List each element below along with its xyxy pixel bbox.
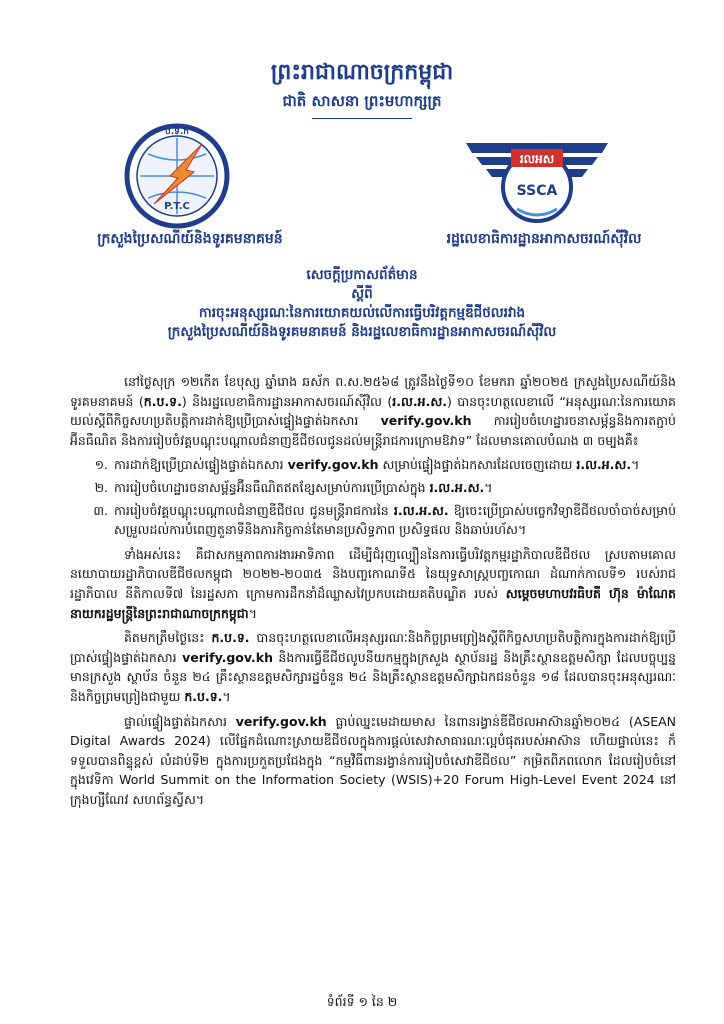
paragraph-2 <box>70 545 676 623</box>
p2-text-a: ទាំងអស់នេះ គឺជាសកម្មភាពការងារអាទិភាព ដើម្បីជំរុញល្បឿននៃការធ្វើបរិវត្តកម្មរដ្ឋាភិបាលឌីជីថល ស្របតាមគោលនយោបាយរដ្ឋាភិបាលឌីជីថលកម្ពុជា ២០២២-២០៣៥ និងបញ្ចកោណទី៥ នៃយុទ្ធសាស្ត្របញ្ចកោណ ដំណាក់កាលទី១ របស់រាជរដ្ឋាភិបាល នីតិកាលទី៧ នៃរដ្ឋសភា ក្រោមការដឹកនាំដ៏ឈ្លាសវៃប្រកបដោយគតិបណ្ឌិត របស់ <box>70 546 676 601</box>
list-text <box>114 501 676 540</box>
national-motto: ជាតិ សាសនា ព្រះមហាក្សត្រ <box>282 92 442 110</box>
p3-text-c: និងការធ្វើឌីជីថលូបនីយកម្មក្នុងក្រសួង ស្ថាប័នរដ្ឋ និងគ្រឹះស្ថានឧត្ដមសិក្សា ដែលបច្ចុប្បន្នមានក្រសួង ស្ថាប័ន ចំនួន ២៤ គ្រឹះស្ថានឧត្ដមសិក្សារដ្ឋចំនួន ២៤ និងគ្រឹះស្ថានឧត្ដមសិក្សាឯកជនចំនួន ១៨ ដែលបានចុះអនុស្សរណៈនិងកិច្ចព្រមព្រៀងជាមួយ <box>70 649 676 704</box>
paragraph-3 <box>70 628 676 706</box>
list-item <box>70 455 676 475</box>
ministry-name: ក្រសួងប្រៃសណីយ៍និងទូរគមនាគមន៍ <box>97 231 283 247</box>
ptc-khmer-initials: ប.ទ.ក <box>165 127 189 137</box>
p3-verify-link: verify.gov.kh <box>182 649 273 665</box>
list-number: ២. <box>94 479 108 495</box>
ministry-logo <box>118 118 236 230</box>
kingdom-heading: ព្រះរាជាណាចក្រកម្ពុជា <box>270 59 454 85</box>
item-text: ការរៀបចំវគ្គបណ្ដុះបណ្ដាលជំនាញឌីជីថល ជូនមន្ត្រីរាជការនៃ <box>114 502 394 518</box>
list-text <box>114 455 676 475</box>
list-text <box>114 478 676 498</box>
item-text: ឱ្យចេះប្រើប្រាស់បច្ចេកវិទ្យាឌីជីថលចាំបាច់សម្រាប់សម្រួលដល់ការបំពេញតួនាទីនិងភារកិច្ចកាន់តែមានប្រសិទ្ធភាព ប្រសិទ្ធផល និងឆាប់រហ័ស។ <box>114 502 677 538</box>
list-item <box>70 501 676 540</box>
title-line-3: ការចុះអនុស្សរណៈនៃការយោគយល់លើការធ្វើបរិវត្តកម្មឌីជីថលរវាង <box>198 305 526 321</box>
list-item <box>70 478 676 498</box>
p4-text-a: ផ្ទាល់ផ្ទៀងផ្ទាត់ឯកសារ <box>124 713 236 729</box>
p3-text-d: ។ <box>222 688 231 704</box>
item-text: ការរៀបចំហេដ្ឋារចនាសម្ព័ន្ធអ៊ីនធឺណិតឥតខ្សែសម្រាប់ការប្រើប្រាស់ក្នុង <box>114 479 430 495</box>
list-number: ១. <box>94 457 108 473</box>
item-text: សម្រាប់ផ្ទៀងផ្ទាត់ឯកសារដែលចេញដោយ <box>378 457 577 473</box>
item-bold: verify.gov.kh <box>287 457 379 473</box>
p1-text-d: ការរៀបចំហេដ្ឋារចនាសម្ព័ន្ធនិងការតភ្ជាប់អ៊ីនធឺណិត និងការរៀបចំវគ្គបណ្ដុះបណ្ដាលជំនាញឌីជីថលជូនដល់មន្ត្រីរាជការក្រោមឱវាទ” ដែលមានគោលបំណង ៣ ចម្បងគឺ៖ <box>70 413 676 448</box>
ssca-name: រដ្ឋលេខាធិការដ្ឋានអាកាសចរណ៍ស៊ីវិល <box>446 231 642 247</box>
p3-ptc-abbr: ក.ប.ទ. <box>211 630 250 646</box>
p4-verify-link: verify.gov.kh <box>235 713 327 729</box>
title-line-1: សេចក្ដីប្រកាសព័ត៌មាន <box>306 267 418 283</box>
item-bold: រ.ល.អ.ស. <box>429 479 485 495</box>
p1-text-b: ) និងរដ្ឋលេខាធិការដ្ឋានអាកាសចរណ៍ស៊ីវិល ( <box>181 393 393 409</box>
item-text: ។ <box>631 457 640 473</box>
ssca-khmer-initials: រលអស <box>519 152 555 166</box>
p3-text-b: បានចុះហត្ថលេខាលើអនុស្សរណៈនិងកិច្ចព្រមព្រៀងស្ដីពីកិច្ចសហប្រតិបត្តិការក្នុងការដាក់ឱ្យប្រើប្រាស់ផ្ទៀងផ្ទាត់ឯកសារ <box>70 630 676 665</box>
p1-ptc-abbr: ក.ប.ទ. <box>143 393 182 409</box>
paragraph-1 <box>70 372 676 450</box>
p1-text-c: ) បានចុះហត្ថលេខាលើ “អនុស្សរណៈនៃការយោគយល់ស្ដីពីកិច្ចសហប្រតិបត្តិការដាក់ឱ្យប្រើប្រាស់ផ្ទៀងផ្ទាត់ឯកសារ <box>70 393 676 429</box>
page-number: ទំព័រទី ១ នៃ ២ <box>326 994 398 1009</box>
p1-ssca-abbr: រ.ល.អ.ស. <box>392 393 447 409</box>
motto-divider <box>312 118 412 119</box>
p4-text-b: ធ្លាប់ឈ្នះមេដាយមាស នៃពានរង្វាន់ឌីជីថលអាស៊ានឆ្នាំ២០២៤ (ASEAN Digital Awards 2024) លើផ្នែកដំណោះស្រាយឌីជីថលក្នុងការផ្ដល់សេវាសាធារណៈល្អបំផុតរបស់អាស៊ាន ហើយផ្ទាល់នេះ ក៏ទទួលបានពិន្ទុខ្ពស់ លំដាប់ទី២ ក្នុងការប្រកួតប្រជែងក្នុង “កម្មវិធីពានរង្វាន់ការរៀបចំសេវាឌីជីថល” កម្រិតពិភពលោក ដែលរៀបចំនៅក្នុងវេទិកា World Summit on the Information Society (WSIS)+20 Forum High-Level Event 2024 នៅក្រុងហ្សឺណែវ សហព័ន្ធស្វីស។ <box>70 713 676 807</box>
p2-text-b: ។ <box>248 605 257 621</box>
list-number: ៣. <box>93 502 108 518</box>
item-text: ។ <box>484 479 493 495</box>
item-bold: រ.ល.អ.ស. <box>576 457 632 473</box>
title-line-4: ក្រសួងប្រៃសណីយ៍និងទូរគមនាគមន៍ និងរដ្ឋលេខាធិការដ្ឋានអាកាសចរណ៍ស៊ីវិល <box>167 324 557 340</box>
objectives-list <box>70 455 676 539</box>
item-text: ការដាក់ឱ្យប្រើប្រាស់ផ្ទៀងផ្ទាត់ឯកសារ <box>114 457 288 473</box>
ptc-emblem-icon <box>118 118 236 230</box>
ssca-wings-icon <box>462 125 612 225</box>
p3-ptc-abbr-2: ក.ប.ទ. <box>184 688 223 704</box>
document-body <box>70 372 676 814</box>
paragraph-4 <box>70 712 676 810</box>
document-title <box>40 266 684 342</box>
title-line-2: ស្ដីពី <box>351 286 373 302</box>
p3-text-a: គិតមកត្រឹមថ្ងៃនេះ <box>124 630 212 646</box>
ptc-initials: P.T.C <box>164 201 190 212</box>
item-bold: រ.ល.អ.ស. <box>393 502 449 518</box>
ssca-initials: SSCA <box>516 183 558 199</box>
p2-prime-minister: សម្ដេចមហាបវរធិបតី ហ៊ុន ម៉ាណែត នាយករដ្ឋមន្ត្រីនៃព្រះរាជាណាចក្រកម្ពុជា <box>70 585 676 621</box>
p1-text-a: នៅថ្ងៃសុក្រ ១២កើត ខែបុស្ស ឆ្នាំរោង ឆស័ក ព.ស.២៥៦៨ ត្រូវនឹងថ្ងៃទី១០ ខែមករា ឆ្នាំ២០២៥ ក្រសួងប្រៃសណីយ៍និងទូរគមនាគមន៍ ( <box>70 374 676 409</box>
p1-verify-link: verify.gov.kh <box>380 413 472 429</box>
ssca-logo <box>462 125 612 225</box>
